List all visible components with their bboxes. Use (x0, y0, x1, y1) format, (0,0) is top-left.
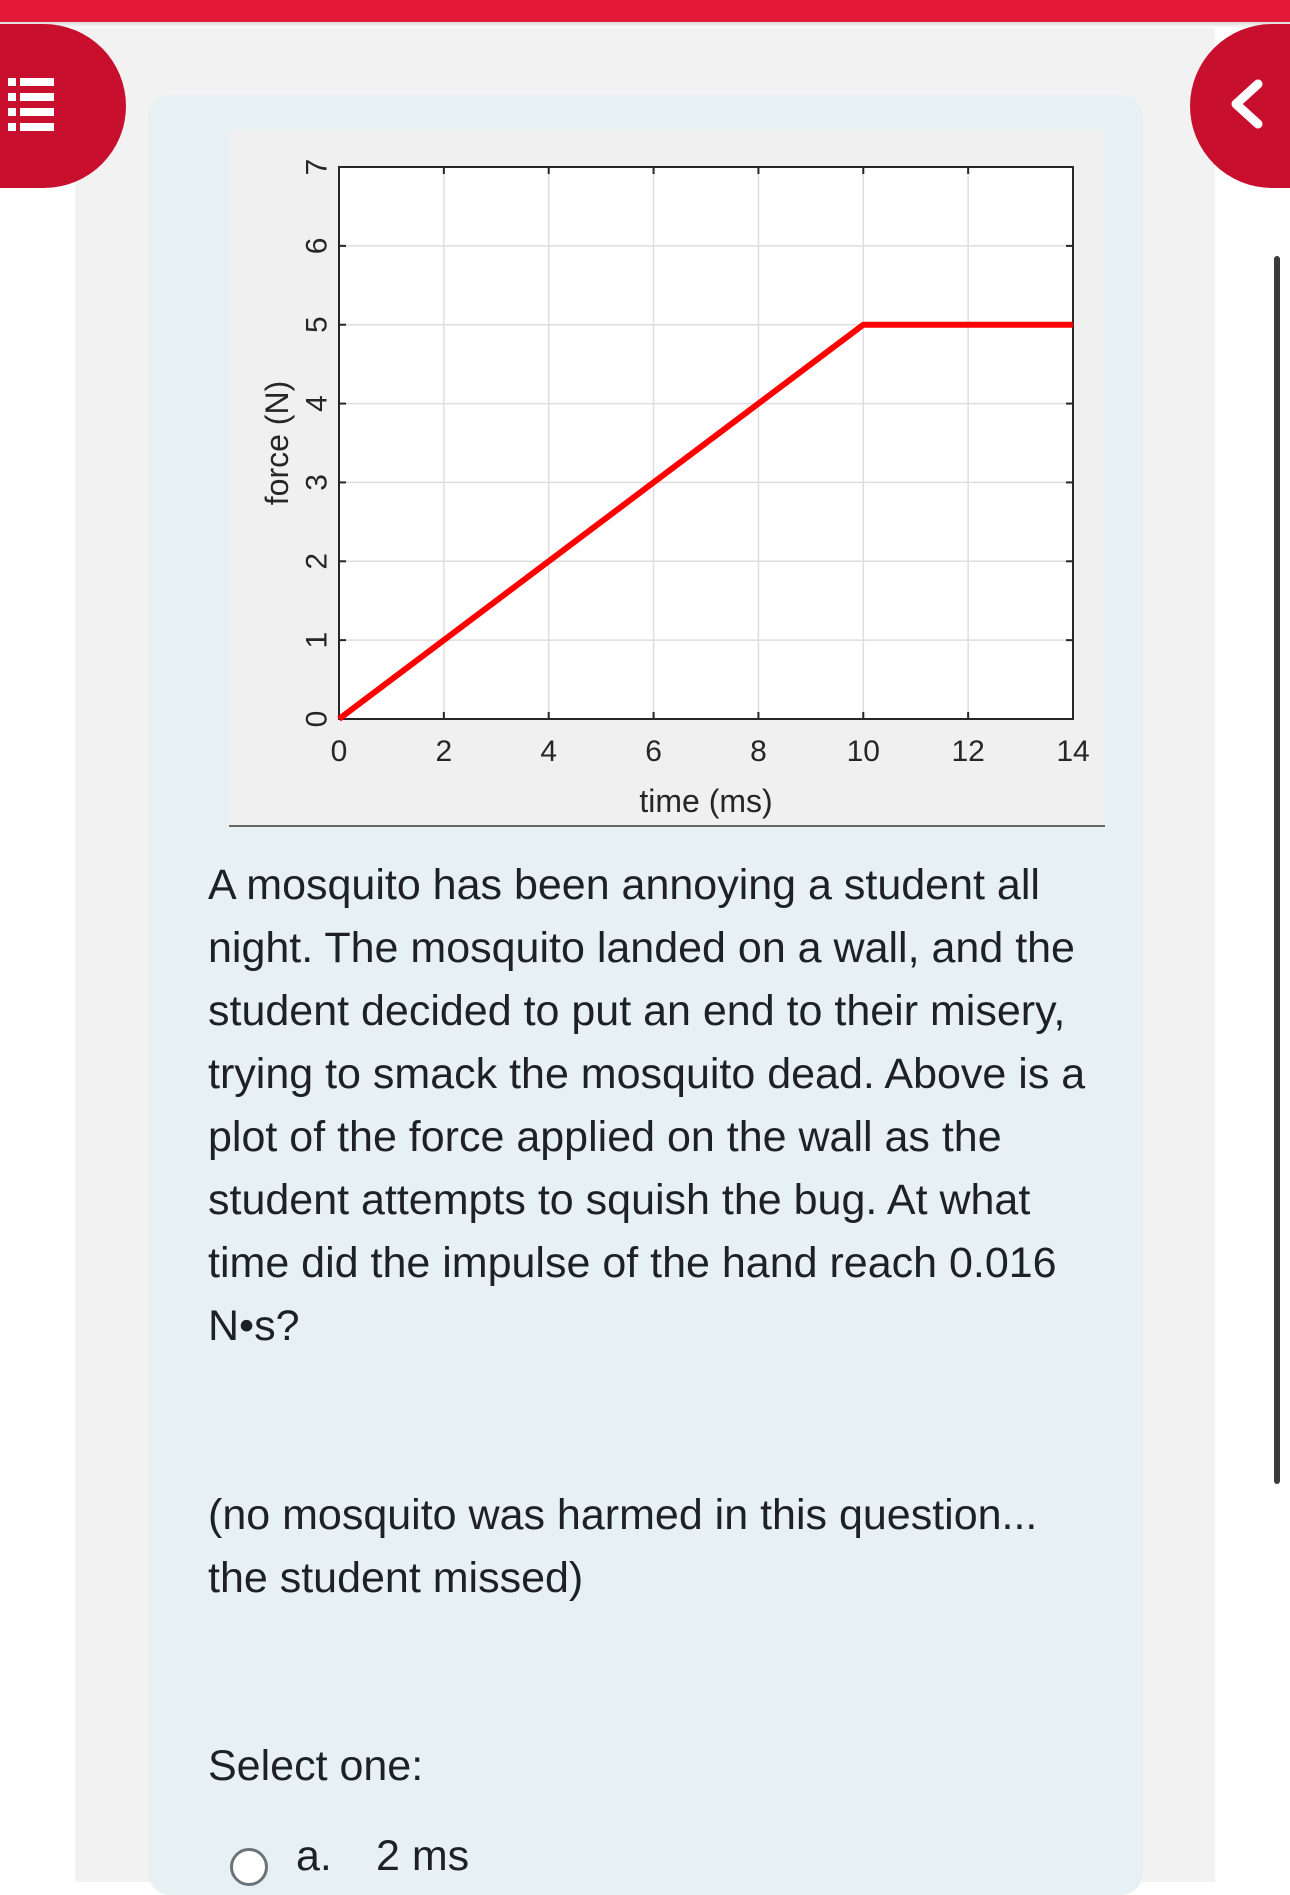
y-tick-label: 1 (300, 631, 334, 649)
y-tick-label: 6 (300, 237, 334, 255)
answer-letter: a. (296, 1832, 332, 1880)
x-tick-label: 8 (750, 735, 767, 768)
y-axis-label: force (N) (259, 380, 295, 506)
y-tick-label: 2 (300, 552, 334, 570)
y-tick-label: 4 (300, 395, 334, 412)
question-note: (no mosquito was harmed in this question... the student missed) (208, 1491, 1038, 1602)
answer-option-a[interactable] (230, 1832, 830, 1892)
y-tick-label: 0 (300, 710, 334, 728)
x-tick-label: 4 (540, 735, 558, 768)
x-tick-label: 0 (330, 735, 348, 768)
top-accent-bar (0, 0, 1290, 22)
x-axis-label: time (ms) (639, 783, 773, 819)
list-icon (8, 76, 54, 132)
x-tick-label: 2 (435, 735, 453, 768)
x-tick-label: 10 (846, 735, 880, 768)
x-tick-label: 6 (645, 735, 662, 768)
question-paragraph: A mosquito has been annoying a student all night. The mosquito landed on a wall, and the student decided to put an end to their misery, trying to smack the mosquito dead. Above is a plot of the force applied on the wall as the student attempts to squish the bug. At what time did the impulse of the hand reach 0.016 N•s? (208, 861, 1086, 1350)
answer-text[interactable]: 2 ms (376, 1832, 470, 1880)
paragraph-spacer (208, 1358, 1108, 1484)
force-time-chart (229, 130, 1104, 827)
y-tick-label: 7 (300, 158, 334, 176)
answer-radio[interactable] (230, 1848, 268, 1886)
y-tick-label: 5 (300, 316, 334, 334)
chart-caption-line (229, 825, 1105, 827)
x-tick-label: 12 (951, 735, 985, 768)
y-tick-label: 3 (300, 474, 334, 491)
select-one-label: Select one: (208, 1742, 424, 1790)
chevron-left-icon (1226, 78, 1266, 130)
x-tick-label: 14 (1056, 735, 1090, 768)
question-text (208, 854, 1108, 1610)
scrollbar[interactable] (1274, 256, 1280, 1484)
